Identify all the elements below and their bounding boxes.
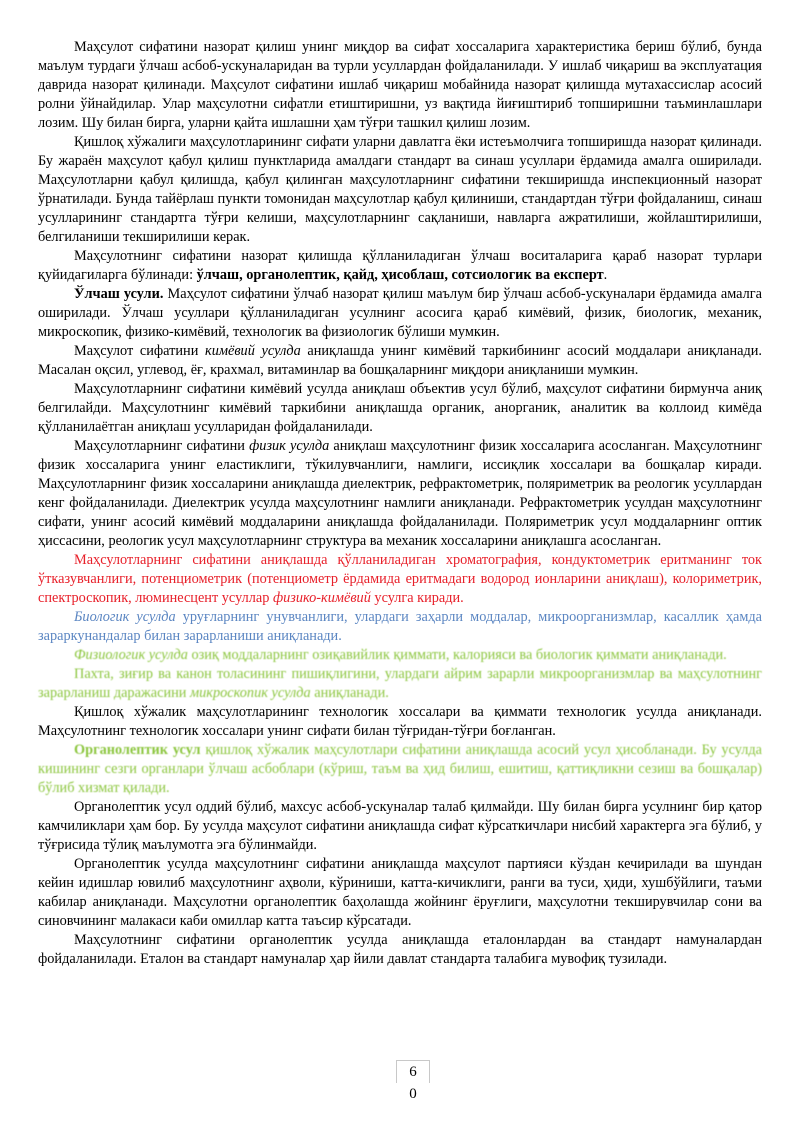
text-run: қишлоқ хўжалик маҳсулотлари сифатини аниқлашда асосий усул ҳисобланади. Бу усулда кишининг сезги органлари ўлчаш асбоблари (кўриш, таъм ва ҳид билиш, ешитиш, қаттиқликни сезиш ва бошқалар) бўлиб хизмат қилади. xyxy=(38,742,762,796)
text-run: Органолептик усулда маҳсулотнинг сифатини аниқлашда маҳсулот партияси кўздан кечирилади ва шундан кейин идишлар ювилиб маҳсулотнинг аҳволи, кўриниши, катта-кичиклиги, ранги ва туси, ҳиди, хушбўйлиги, таъми кабилар аниқланади. Маҳсулотни органолептик баҳолашда жойнинг ёруғлиги, маҳсулотни текширувчилар сони ва синовчининг малакаси каби омиллар катта таъсир кўрсатади. xyxy=(38,856,762,929)
text-run: Маҳсулот сифатини xyxy=(74,343,206,359)
text-run: физико-кимёвий xyxy=(272,590,371,606)
text-run: Маҳсулотнинг сифатини назорат қилишда қўлланиладиган ўлчаш воситаларига қараб назорат турлари қуйидагиларга бўлинади: xyxy=(38,248,762,283)
text-run: Қишлоқ хўжалиги маҳсулотларининг сифати уларни давлатга ёки истеъмолчига топширишда назорат қилинади. Бу жараён маҳсулот қабул қилиш пунктларида амалдаги стандарт ва синаш усуллари ёрдамида амалга оширилади. Маҳсулотларни қабул қилишда, қабул қилинган маҳсулотларнинг сифатини текширишда инспекционный назорат ўрнатилади. Бунда тайёрлаш пункти томонидан маҳсулотлар қабул қилиниши, стандартдан тўғри фойдаланиш, синаш усулларининг стандартга тўғри келиши, маҳсулотларнинг сақланиши, навларга ажратилиши, жойлаштирилиши, белгиланиши текширилиши керак. xyxy=(38,134,762,245)
page-number xyxy=(396,1060,430,1105)
text-run: аниқланади. xyxy=(310,685,389,701)
paragraph xyxy=(38,247,762,285)
document-body xyxy=(38,38,762,969)
text-run: ўлчаш, органолептик, қайд, ҳисоблаш, сотсиологик ва експерт xyxy=(196,267,604,283)
paragraph xyxy=(38,798,762,855)
text-run: Ўлчаш усули. xyxy=(74,286,164,302)
paragraph xyxy=(38,931,762,969)
paragraph xyxy=(38,38,762,133)
text-run: Маҳсулотларнинг сифатини аниқлашда қўлланиладиган хроматография, кондуктометрик еритманинг ток ўтказувчанлиги, потенциометрик (потенциометр ёрдамида еритмадаги водород ионларини аниқлаш), колориметрик, спектроскопик, люминесцент усуллар xyxy=(38,552,762,606)
paragraph xyxy=(38,342,762,380)
paragraph xyxy=(38,665,762,703)
text-run: уруғларнинг унувчанлиги, улардаги заҳарли моддалар, микроорганизмлар, касаллик ҳамда зараркунандалар билан зарарланиши аниқланади. xyxy=(38,609,762,644)
text-run: Маҳсулотларнинг сифатини кимёвий усулда аниқлаш объектив усул бўлиб, маҳсулот сифатини бирмунча аниқ белгилайди. Маҳсулотнинг кимёвий таркибини аниқлашда органик, анорганик, аналитик ва коллоид кимёда қўлланилаётган аниқлаш усулларидан фойдаланилади. xyxy=(38,381,762,435)
paragraph xyxy=(38,437,762,551)
text-run: Қишлоқ хўжалик маҳсулотларининг технологик хоссалари ва қиммати технологик усулда аниқланади. Маҳсулотнинг технологик хоссалари унинг сифати билан тўғридан-тўғри боғланган. xyxy=(38,704,762,739)
text-run: Маҳсулотларнинг сифатини xyxy=(74,438,250,454)
page-number-line-1: 6 xyxy=(396,1060,430,1083)
text-run: Маҳсулот сифатини ўлчаб назорат қилиш маълум бир ўлчаш асбоб-ускуналари ёрдамида амалга оширилади. Ўлчаш усуллари қўлланиладиган усулнинг асосига қараб кимёвий, физик, биологик, механик, микроскопик, физико-кимёвий, технологик ва физиологик бўлиши мумкин. xyxy=(38,286,762,340)
paragraph xyxy=(38,855,762,931)
text-run: озиқ моддаларнинг озиқавийлик қиммати, калорияси ва биологик қиммати аниқланади. xyxy=(187,647,727,663)
text-run: усулга киради. xyxy=(370,590,464,606)
paragraph xyxy=(38,741,762,798)
paragraph xyxy=(38,608,762,646)
text-run: Маҳсулотнинг сифатини органолептик усулда аниқлашда еталонлардан ва стандарт намуналардан фойдаланилади. Еталон ва стандарт намуналар ҳар йили давлат стандарта талабига мувофиқ тузилади. xyxy=(38,932,762,967)
paragraph xyxy=(38,380,762,437)
paragraph xyxy=(38,285,762,342)
text-run: . xyxy=(603,267,608,283)
text-run: Биологик усулда xyxy=(74,609,176,625)
text-run: Органолептик усул оддий бўлиб, махсус асбоб-ускуналар талаб қилмайди. Шу билан бирга усулнинг бир қатор камчиликлари ҳам бор. Бу усулда маҳсулот сифатини аниқлашда сифат кўрсаткичлари нисбий характерга эга бўлиб, у тўғрисида тўлиқ маълумотга эга бўлинмайди. xyxy=(38,799,762,853)
paragraph xyxy=(38,646,762,665)
paragraph xyxy=(38,703,762,741)
text-run: Физиологик усулда xyxy=(74,647,188,663)
paragraph xyxy=(38,133,762,247)
text-run: Органолептик усул xyxy=(74,742,201,758)
text-run: физик усулда xyxy=(249,438,330,454)
page-number-line-2: 0 xyxy=(409,1086,417,1102)
paragraph xyxy=(38,551,762,608)
text-run: микроскопик усулда xyxy=(190,685,311,701)
text-run: Пахта, зиғир ва канон толасининг пишиқлигини, улардаги айрим зарарли микроорганизмлар ва маҳсулотнинг зарарланиш даражасини xyxy=(38,666,762,701)
text-run: кимёвий усулда xyxy=(205,343,301,359)
text-run: аниқлаш маҳсулотнинг физик хоссаларига асосланган. Маҳсулотнинг физик хоссаларига унинг еластиклиги, тўкилувчанлиги, намлиги, иссиқлик хоссалари ва бошқалар киради. Маҳсулотларнинг физик хоссаларини аниқлашда диелектрик, рефрактометрик, поляриметрик ва реологик усуллардан кенг фойдаланилади. Диелектрик усулда маҳсулотнинг намлиги аниқланади. Рефрактометрик усулдан маҳсулотнинг сифати, унинг асосий кимёвий моддаларини аниқлашда фойдаланилади. Поляриметрик усул моддаларнинг оптик ҳиссасини, реологик усул маҳсулотларнинг структура ва механик хоссаларини аниқлашга асосланган. xyxy=(38,438,762,549)
text-run: Маҳсулот сифатини назорат қилиш унинг миқдор ва сифат хоссаларига характеристика бериш бўлиб, бунда маълум турдаги ўлчаш асбоб-ускуналаридан ва турли усуллардан фойдаланилади. У ишлаб чиқариш ва эксплуатация даврида назорат қилинади. Маҳсулот сифатини ишлаб чиқариш мобайнида назорат қилишда мутахассислар асосий ролни ўйнайдилар. Улар маҳсулотни сифатли етиштиришни, уз вақтида йиғиштириб топширишни таъминлашлари лозим. Шу билан бирга, уларни қайта ишлашни ҳам тўғри ташкил қилиш лозим. xyxy=(38,39,762,131)
text-run: аниқлашда унинг кимёвий таркибининг асосий моддалари аниқланади. Масалан оқсил, углевод, ёғ, крахмал, витаминлар ва бошқаларнинг миқдори аниқланиши мумкин. xyxy=(38,343,762,378)
